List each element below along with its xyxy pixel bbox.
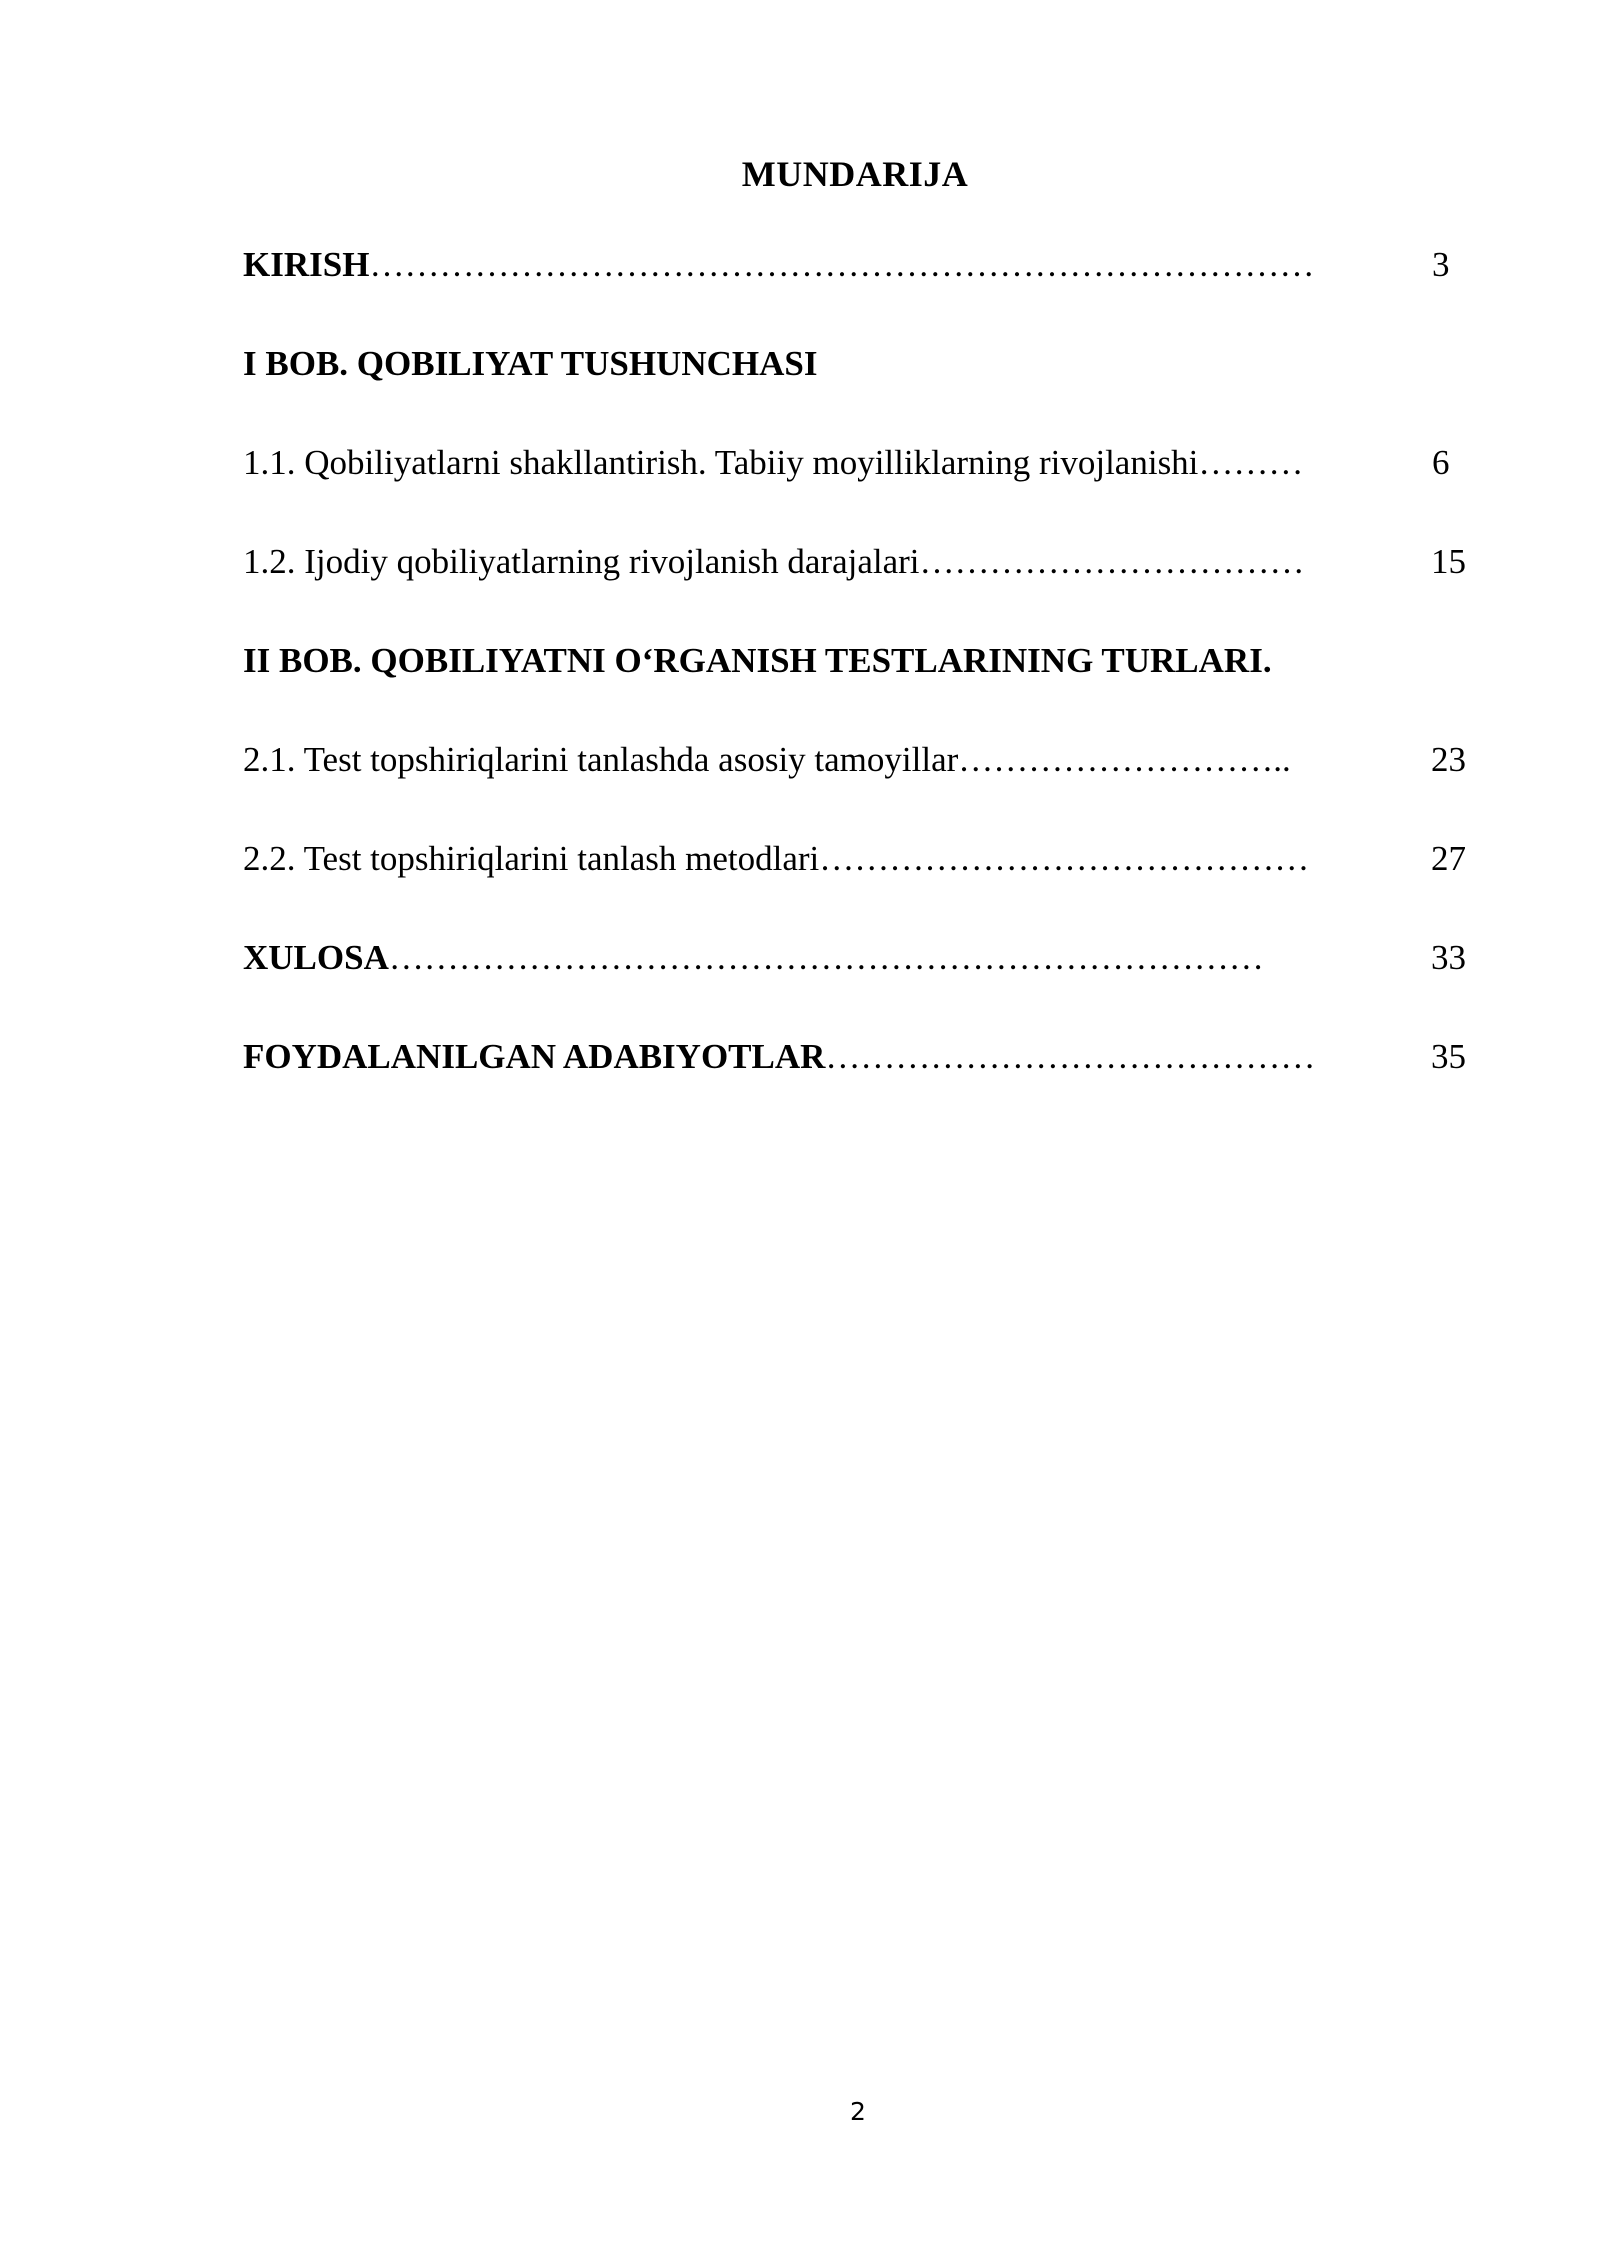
toc-entry-text: 1.2. Ijodiy qobiliyatlarning rivojlanish darajalari (243, 542, 920, 581)
toc-chapter-1[interactable] (243, 335, 1473, 434)
toc-leader-dots: ……………………….. (958, 740, 1291, 779)
toc-title: MUNDARIJA (741, 154, 969, 194)
toc-leader-dots: …………………………… (919, 542, 1305, 581)
toc-leader-dots: …………………………………… (819, 839, 1310, 878)
toc-entry-text: FOYDALANILGAN ADABIYOTLAR (243, 1037, 826, 1076)
toc-leader-dots: ……………………………………………………………………… (369, 245, 1315, 284)
toc-entry-1-1[interactable] (243, 434, 1473, 533)
toc-leader-dots: ………………………………………………………………… (388, 938, 1264, 977)
table-of-contents (243, 236, 1473, 1127)
toc-entry-text: XULOSA (243, 938, 389, 977)
toc-entry-2-1[interactable] (243, 731, 1473, 830)
toc-page-number: 6 (1432, 443, 1450, 482)
toc-entry-xulosa[interactable] (243, 929, 1473, 1028)
toc-entry-2-2[interactable] (243, 830, 1473, 929)
toc-page-number: 23 (1431, 740, 1466, 779)
toc-chapter-2[interactable] (243, 632, 1473, 731)
toc-entry-text: 1.1. Qobiliyatlarni shakllantirish. Tabiiy moyilliklarning rivojlanishi (243, 443, 1199, 482)
toc-leader-dots: ……… (1198, 443, 1304, 482)
toc-page-number: 3 (1432, 245, 1450, 284)
toc-entry-text: II BOB. QOBILIYATNI O‘RGANISH TESTLARINING TURLARI. (243, 641, 1272, 680)
toc-page-number: 35 (1431, 1037, 1466, 1076)
toc-entry-kirish[interactable] (243, 236, 1473, 335)
toc-entry-text: KIRISH (243, 245, 370, 284)
toc-entry-text: 2.2. Test topshiriqlarini tanlash metodlari (243, 839, 820, 878)
page-number: 2 (850, 2097, 866, 2126)
toc-entry-text: 2.1. Test topshiriqlarini tanlashda asosiy tamoyillar (243, 740, 959, 779)
toc-leader-dots: …………………………………… (825, 1037, 1316, 1076)
toc-page-number: 15 (1431, 542, 1466, 581)
toc-entry-1-2[interactable] (243, 533, 1473, 632)
toc-page-number: 33 (1431, 938, 1466, 977)
toc-page-number: 27 (1431, 839, 1466, 878)
toc-entry-adabiyotlar[interactable] (243, 1028, 1473, 1127)
toc-entry-text: I BOB. QOBILIYAT TUSHUNCHASI (243, 344, 818, 383)
